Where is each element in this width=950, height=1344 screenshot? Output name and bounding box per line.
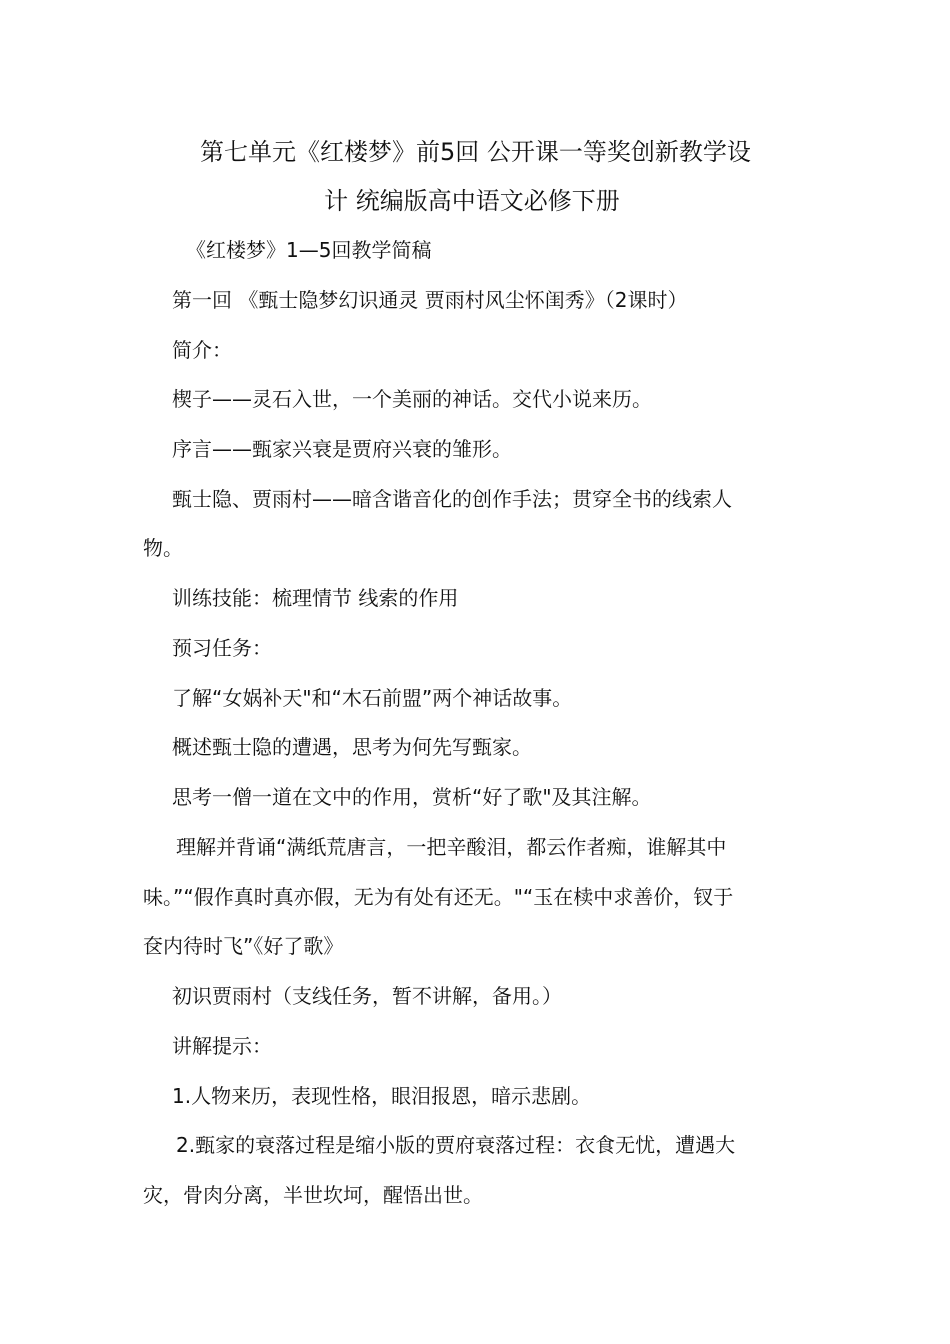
hint-1: 1.人物来历，表现性格，眼泪报恩，暗示悲剧。 [172, 1084, 592, 1108]
paragraph-preface: 序言——甄家兴衰是贾府兴衰的雏形。 [172, 437, 512, 461]
intro-label: 简介： [172, 338, 232, 362]
document-title-line-1: 第七单元《红楼梦》前5回 公开课一等奖创新教学设 [200, 138, 751, 166]
paragraph-wedge: 楔子——灵石入世，一个美丽的神话。交代小说来历。 [172, 387, 652, 411]
hint-2-line-1: 2.甄家的衰落过程是缩小版的贾府衰落过程：衣食无忧，遭遇大 [176, 1133, 736, 1157]
paragraph-characters-line-1: 甄士隐、贾雨村——暗含谐音化的创作手法；贯穿全书的线索人 [172, 487, 732, 511]
task-2: 概述甄士隐的遭遇，思考为何先写甄家。 [172, 735, 532, 759]
task-3: 思考一僧一道在文中的作用，赏析“好了歌"及其注解。 [172, 785, 652, 809]
preview-label: 预习任务： [172, 636, 272, 660]
chapter-heading: 第一回 《甄士隐梦幻识通灵 贾雨村风尘怀闺秀》（2课时） [172, 288, 688, 312]
task-4-line-2: 味。”“假作真时真亦假，无为有处有还无。"“玉在椟中求善价，钗于 [143, 885, 734, 909]
hint-2-line-2: 灾，骨肉分离，半世坎坷，醒悟出世。 [143, 1183, 483, 1207]
hints-label: 讲解提示： [172, 1034, 272, 1058]
subtitle: 《红楼梦》1—5回教学简稿 [186, 238, 432, 262]
task-1: 了解“女娲补天"和“木石前盟”两个神话故事。 [172, 686, 573, 710]
task-5: 初识贾雨村（支线任务，暂不讲解，备用。） [172, 984, 562, 1008]
document-title-line-2: 计 统编版高中语文必修下册 [324, 187, 620, 215]
paragraph-characters-line-2: 物。 [143, 536, 183, 560]
task-4-line-1: 理解并背诵“满纸荒唐言，一把辛酸泪，都云作者痴，谁解其中 [176, 835, 727, 859]
task-4-line-3: 奁内待时飞”《好了歌》 [143, 934, 344, 958]
paragraph-skills: 训练技能：梳理情节 线索的作用 [172, 586, 459, 610]
